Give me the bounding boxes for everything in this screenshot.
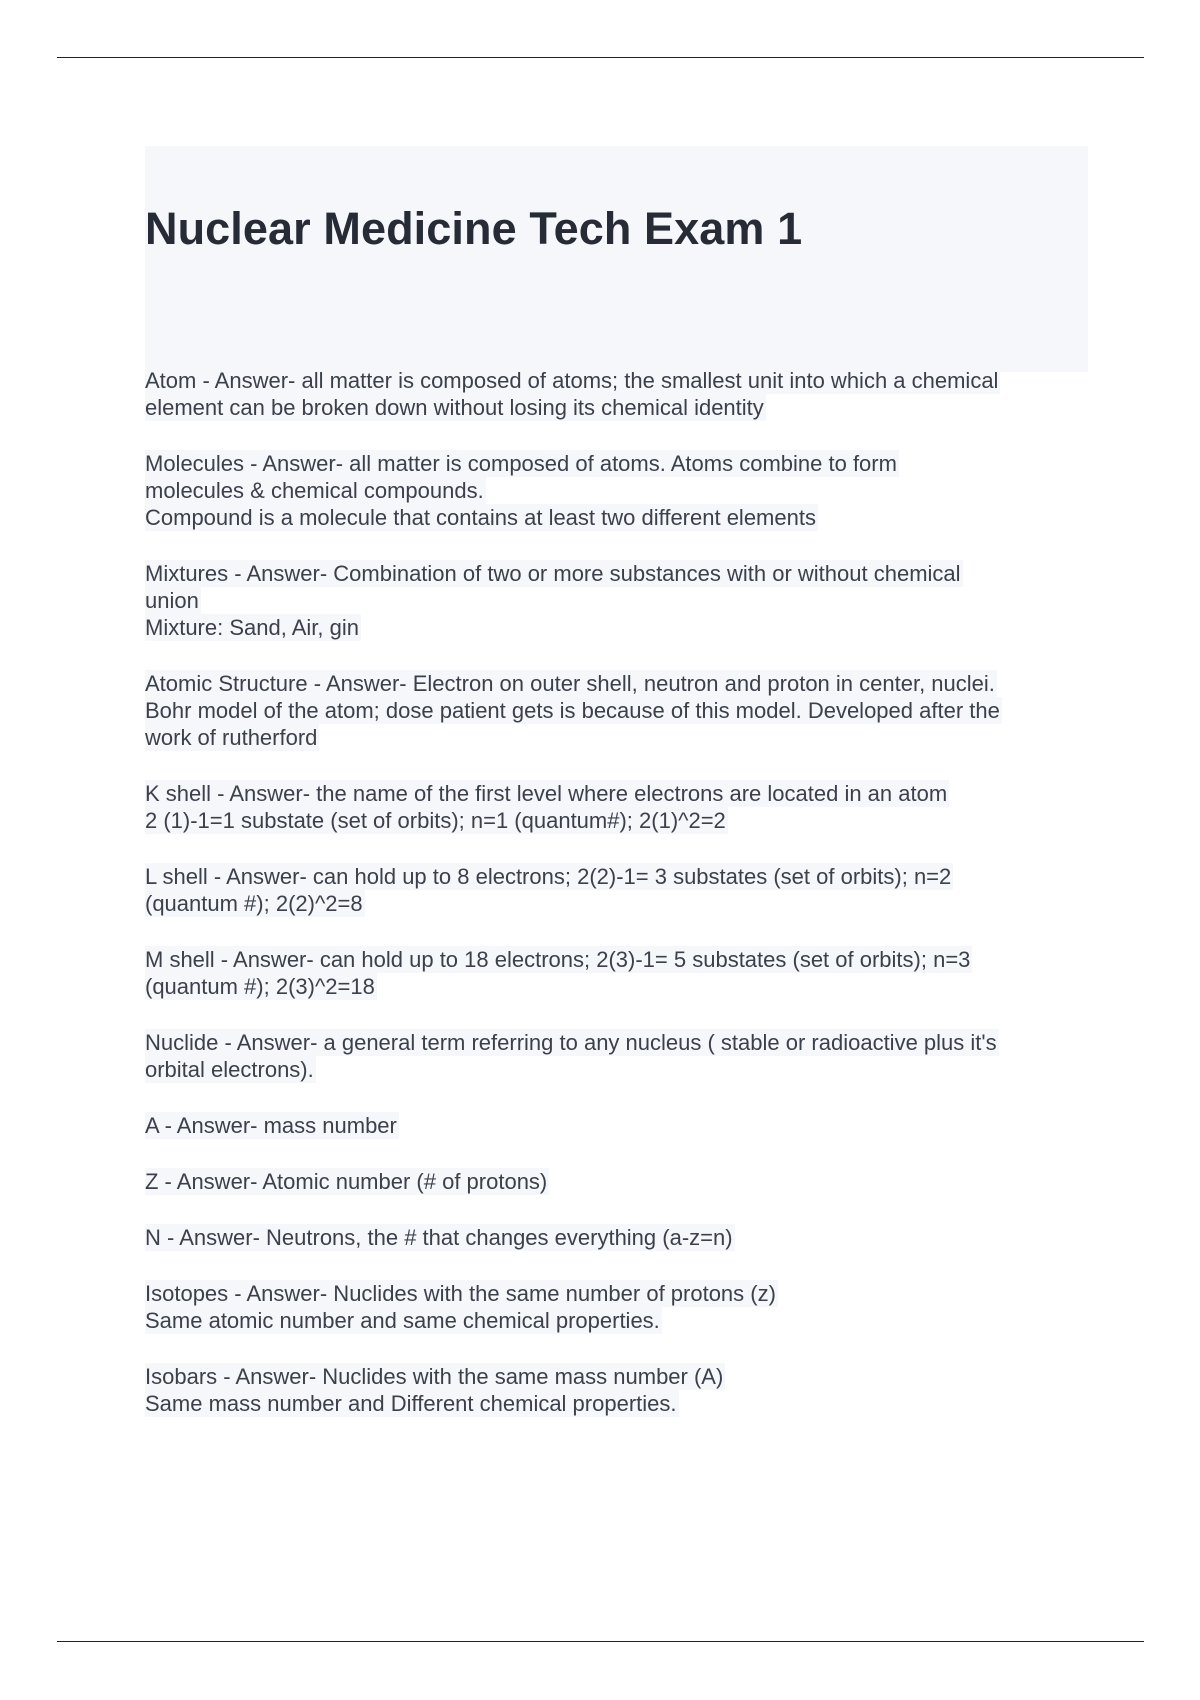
flashcard-entry [145,1112,1095,1139]
flashcard-entry [145,780,1095,834]
entry-line [145,1307,1095,1334]
bottom-divider [57,1641,1144,1642]
flashcard-entry [145,863,1095,917]
flashcard-entry [145,560,1095,641]
entry-line [145,587,1095,614]
entry-line-text: Same atomic number and same chemical properties. [145,1308,660,1333]
entry-line [145,1029,1095,1056]
entry-line [145,560,1095,587]
flashcard-entry [145,450,1095,531]
entry-line [145,477,1095,504]
entry-line-text: N - Answer- Neutrons, the # that changes everything (a-z=n) [145,1225,733,1250]
entry-line-text: M shell - Answer- can hold up to 18 electrons; 2(3)-1= 5 substates (set of orbits); n=3 [145,947,971,972]
entry-line [145,807,1095,834]
flashcard-entry [145,1029,1095,1083]
entry-line-text: K shell - Answer- the name of the first level where electrons are located in an atom [145,781,948,806]
flashcard-list [145,367,1095,1446]
entry-line [145,1112,1095,1139]
entry-line-text: element can be broken down without losing its chemical identity [145,395,764,420]
entry-line-text: (quantum #); 2(2)^2=8 [145,891,363,916]
entry-line-text: Molecules - Answer- all matter is composed of atoms. Atoms combine to form [145,451,897,476]
entry-line-text: Isotopes - Answer- Nuclides with the same number of protons (z) [145,1281,776,1306]
entry-line-text: molecules & chemical compounds. [145,478,484,503]
entry-line-text: orbital electrons). [145,1057,314,1082]
entry-line-text: 2 (1)-1=1 substate (set of orbits); n=1 (quantum#); 2(1)^2=2 [145,808,726,833]
entry-line-text: (quantum #); 2(3)^2=18 [145,974,375,999]
entry-line-text: Mixtures - Answer- Combination of two or more substances with or without chemical [145,561,961,586]
flashcard-entry [145,1168,1095,1195]
entry-line [145,780,1095,807]
entry-line [145,394,1095,421]
entry-line [145,450,1095,477]
entry-line [145,1390,1095,1417]
page-title: Nuclear Medicine Tech Exam 1 [145,203,803,254]
entry-line-text: Mixture: Sand, Air, gin [145,615,359,640]
flashcard-entry [145,1363,1095,1417]
flashcard-entry [145,1280,1095,1334]
title-band [145,146,1088,372]
entry-line-text: Atom - Answer- all matter is composed of atoms; the smallest unit into which a chemical [145,368,999,393]
entry-line [145,724,1095,751]
flashcard-entry [145,367,1095,421]
entry-line [145,697,1095,724]
entry-line-text: Same mass number and Different chemical properties. [145,1391,677,1416]
entry-line [145,367,1095,394]
entry-line-text: Nuclide - Answer- a general term referring to any nucleus ( stable or radioactive plus it's [145,1030,997,1055]
flashcard-entry [145,946,1095,1000]
entry-line [145,1363,1095,1390]
flashcard-entry [145,670,1095,751]
entry-line [145,1280,1095,1307]
entry-line-text: Atomic Structure - Answer- Electron on outer shell, neutron and proton in center, nuclei. [145,671,995,696]
entry-line-text: Isobars - Answer- Nuclides with the same mass number (A) [145,1364,724,1389]
entry-line-text: Compound is a molecule that contains at least two different elements [145,505,816,530]
entry-line-text: work of rutherford [145,725,318,750]
entry-line [145,946,1095,973]
entry-line-text: Z - Answer- Atomic number (# of protons) [145,1169,548,1194]
entry-line [145,670,1095,697]
flashcard-entry [145,1224,1095,1251]
entry-line-text: union [145,588,199,613]
entry-line [145,890,1095,917]
entry-line-text: Bohr model of the atom; dose patient gets is because of this model. Developed after the [145,698,1000,723]
entry-line [145,863,1095,890]
entry-line-text: A - Answer- mass number [145,1113,397,1138]
entry-line [145,1224,1095,1251]
entry-line-text: L shell - Answer- can hold up to 8 electrons; 2(2)-1= 3 substates (set of orbits); n=2 [145,864,952,889]
entry-line [145,614,1095,641]
entry-line [145,504,1095,531]
entry-line [145,1168,1095,1195]
entry-line [145,1056,1095,1083]
top-divider [57,57,1144,58]
entry-line [145,973,1095,1000]
